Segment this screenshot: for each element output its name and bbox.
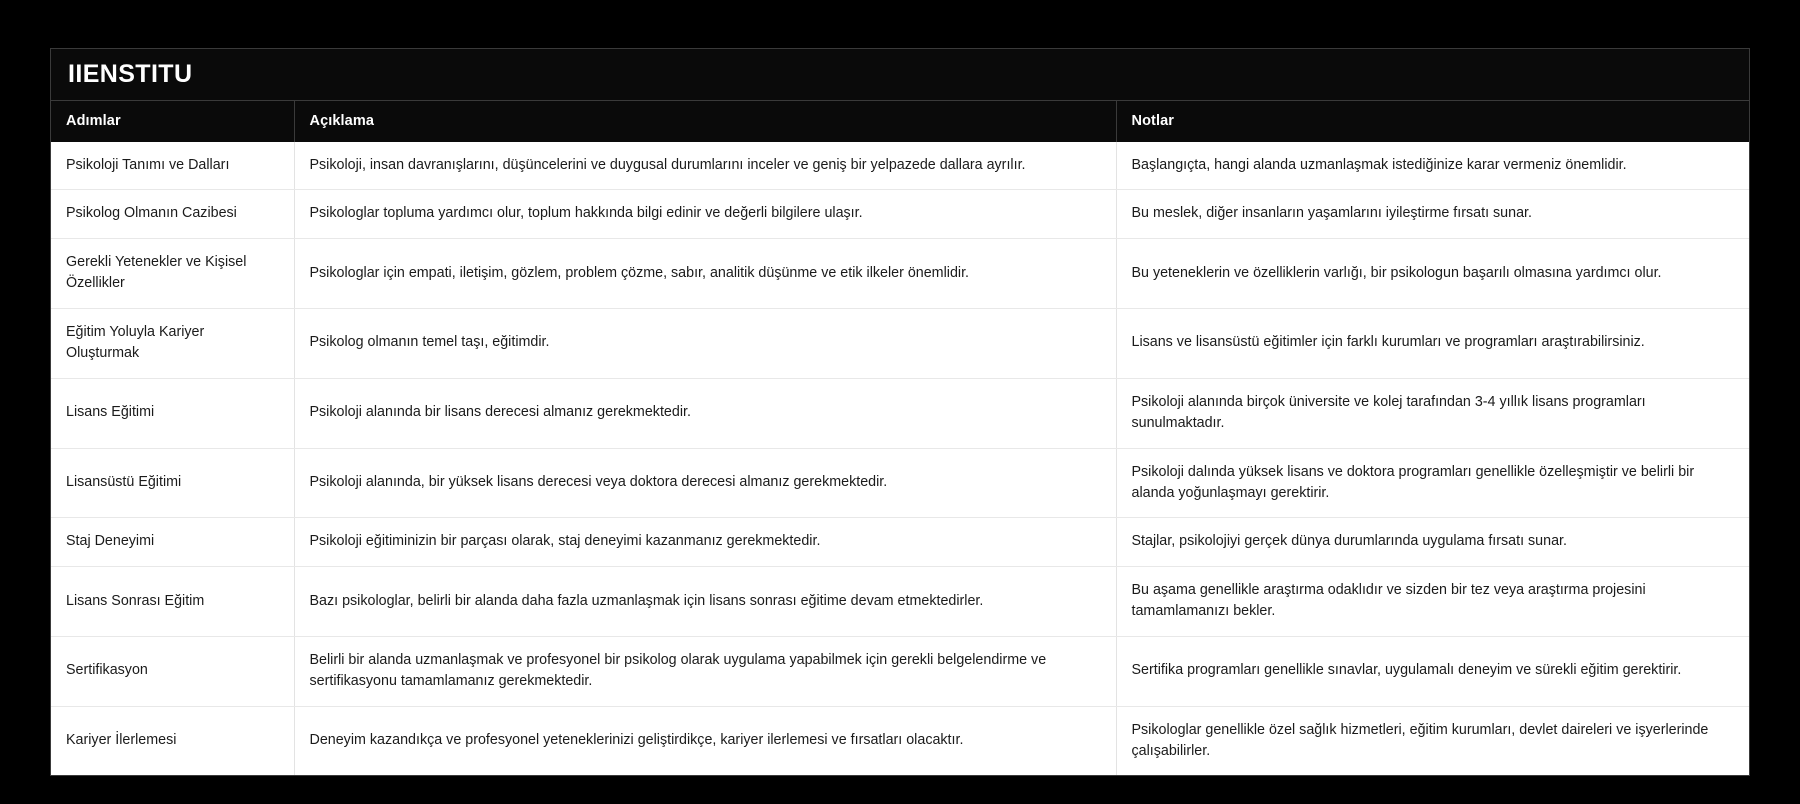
cell-step: Gerekli Yetenekler ve Kişisel Özellikler <box>51 238 294 308</box>
cell-notes: Bu aşama genellikle araştırma odaklıdır ve sizden bir tez veya araştırma projesini tamamlamanızı bekler. <box>1116 566 1749 636</box>
cell-description: Bazı psikologlar, belirli bir alanda daha fazla uzmanlaşmak için lisans sonrası eğitime devam etmektedirler. <box>294 566 1116 636</box>
cell-step: Kariyer İlerlemesi <box>51 706 294 775</box>
column-header-notes: Notlar <box>1116 101 1749 142</box>
cell-description: Belirli bir alanda uzmanlaşmak ve profesyonel bir psikolog olarak uygulama yapabilmek için gerekli belgelendirme ve sertifikasyonu tamamlamanız gerekmektedir. <box>294 636 1116 706</box>
career-steps-table <box>51 101 1749 775</box>
brand-bar <box>51 49 1749 101</box>
table-row <box>51 566 1749 636</box>
cell-notes: Bu yeteneklerin ve özelliklerin varlığı, bir psikologun başarılı olmasına yardımcı olur. <box>1116 238 1749 308</box>
table-row <box>51 238 1749 308</box>
table-row <box>51 190 1749 238</box>
cell-description: Psikoloji alanında, bir yüksek lisans derecesi veya doktora derecesi almanız gerekmektedir. <box>294 448 1116 518</box>
table-row <box>51 448 1749 518</box>
cell-step: Eğitim Yoluyla Kariyer Oluşturmak <box>51 308 294 378</box>
cell-notes: Sertifika programları genellikle sınavlar, uygulamalı deneyim ve sürekli eğitim gerektirir. <box>1116 636 1749 706</box>
cell-description: Psikologlar topluma yardımcı olur, toplum hakkında bilgi edinir ve değerli bilgilere ulaşır. <box>294 190 1116 238</box>
table-body <box>51 142 1749 775</box>
cell-step: Staj Deneyimi <box>51 518 294 566</box>
cell-description: Deneyim kazandıkça ve profesyonel yeteneklerinizi geliştirdikçe, kariyer ilerlemesi ve fırsatları olacaktır. <box>294 706 1116 775</box>
cell-step: Lisans Eğitimi <box>51 378 294 448</box>
cell-step: Sertifikasyon <box>51 636 294 706</box>
cell-notes: Psikoloji dalında yüksek lisans ve doktora programları genellikle özelleşmiştir ve belirli bir alanda yoğunlaşmayı gerektirir. <box>1116 448 1749 518</box>
column-header-description: Açıklama <box>294 101 1116 142</box>
table-row <box>51 518 1749 566</box>
cell-notes: Başlangıçta, hangi alanda uzmanlaşmak istediğinize karar vermeniz önemlidir. <box>1116 142 1749 190</box>
column-header-steps: Adımlar <box>51 101 294 142</box>
table-row <box>51 142 1749 190</box>
cell-description: Psikoloji, insan davranışlarını, düşüncelerini ve duygusal durumlarını inceler ve geniş bir yelpazede dallara ayrılır. <box>294 142 1116 190</box>
cell-notes: Lisans ve lisansüstü eğitimler için farklı kurumları ve programları araştırabilirsiniz. <box>1116 308 1749 378</box>
cell-step: Lisansüstü Eğitimi <box>51 448 294 518</box>
table-header <box>51 101 1749 142</box>
cell-description: Psikolog olmanın temel taşı, eğitimdir. <box>294 308 1116 378</box>
table-row <box>51 378 1749 448</box>
content-card <box>50 48 1750 776</box>
cell-step: Psikolog Olmanın Cazibesi <box>51 190 294 238</box>
table-row <box>51 308 1749 378</box>
table-header-row <box>51 101 1749 142</box>
cell-notes: Stajlar, psikolojiyi gerçek dünya durumlarında uygulama fırsatı sunar. <box>1116 518 1749 566</box>
cell-description: Psikoloji alanında bir lisans derecesi almanız gerekmektedir. <box>294 378 1116 448</box>
brand-title: IIENSTITU <box>68 60 193 88</box>
cell-description: Psikologlar için empati, iletişim, gözlem, problem çözme, sabır, analitik düşünme ve etik ilkeler önemlidir. <box>294 238 1116 308</box>
cell-step: Psikoloji Tanımı ve Dalları <box>51 142 294 190</box>
cell-step: Lisans Sonrası Eğitim <box>51 566 294 636</box>
cell-description: Psikoloji eğitiminizin bir parçası olarak, staj deneyimi kazanmanız gerekmektedir. <box>294 518 1116 566</box>
cell-notes: Psikologlar genellikle özel sağlık hizmetleri, eğitim kurumları, devlet daireleri ve işyerlerinde çalışabilirler. <box>1116 706 1749 775</box>
table-row <box>51 706 1749 775</box>
cell-notes: Bu meslek, diğer insanların yaşamlarını iyileştirme fırsatı sunar. <box>1116 190 1749 238</box>
cell-notes: Psikoloji alanında birçok üniversite ve kolej tarafından 3-4 yıllık lisans programları sunulmaktadır. <box>1116 378 1749 448</box>
table-row <box>51 636 1749 706</box>
